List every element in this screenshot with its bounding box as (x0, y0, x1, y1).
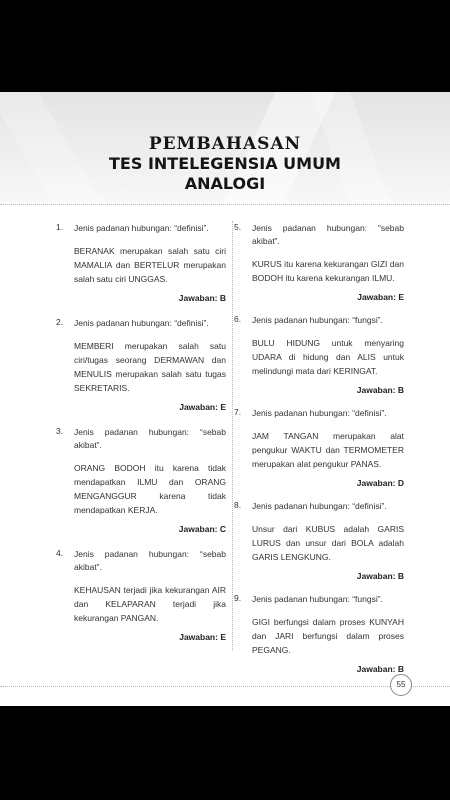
list-item (234, 593, 404, 674)
item-answer: Jawaban: B (356, 385, 404, 395)
item-answer: Jawaban: C (178, 524, 226, 534)
item-number: 1. (56, 222, 64, 232)
item-explanation: KURUS itu karena kekurangan GIZI dan BODOH itu karena kekurangan ILMU. (252, 259, 404, 283)
list-item (234, 222, 404, 302)
list-item (234, 314, 404, 395)
list-item (234, 500, 404, 581)
item-answer: Jawaban: B (356, 571, 404, 581)
item-answer: Jawaban: E (179, 632, 226, 642)
item-explanation: KEHAUSAN terjadi jika kekurangan AIR dan KELAPARAN terjadi jika kekurangan PANGAN. (74, 585, 226, 623)
list-item (56, 426, 226, 534)
item-explanation: BULU HIDUNG untuk menyaring UDARA di hidung dan ALIS untuk melindungi mata dari KERINGAT. (252, 338, 404, 376)
list-item (234, 407, 404, 488)
page-title (0, 134, 450, 194)
item-question: Jenis padanan hubungan: “definisi”. (74, 223, 209, 233)
list-item (56, 317, 226, 412)
item-answer: Jawaban: E (357, 292, 404, 302)
top-divider (0, 204, 450, 205)
item-explanation: MEMBERI merupakan salah satu ciri/tugas seorang DERMAWAN dan MENULIS merupakan salah satu tugas SEKRETARIS. (74, 341, 226, 393)
item-number: 9. (234, 593, 242, 603)
document-page (0, 92, 450, 706)
title-line-2: TES INTELEGENSIA UMUM (109, 154, 341, 173)
page-number: 55 (390, 674, 412, 696)
item-question: Jenis padanan hubungan: “fungsi”. (252, 315, 383, 325)
right-column (234, 222, 404, 674)
item-answer: Jawaban: D (356, 478, 404, 488)
item-question: Jenis padanan hubungan: “definisi”. (252, 408, 387, 418)
item-explanation: ORANG BODOH itu karena tidak mendapatkan ILMU dan ORANG MENGANGGUR karena tidak mendapatkan KERJA. (74, 463, 226, 515)
item-explanation: GIGI berfungsi dalam proses KUNYAH dan JARI berfungsi dalam proses PEGANG. (252, 617, 404, 655)
item-question: Jenis padanan hubungan: “sebab akibat”. (74, 549, 226, 572)
item-number: 7. (234, 407, 242, 417)
item-question: Jenis padanan hubungan: “fungsi”. (252, 594, 383, 604)
item-answer: Jawaban: B (356, 664, 404, 674)
list-item (56, 222, 226, 303)
column-divider (232, 221, 233, 651)
item-explanation: JAM TANGAN merupakan alat pengukur WAKTU dan TERMOMETER merupakan alat pengukur PANAS. (252, 431, 404, 469)
item-answer: Jawaban: B (178, 293, 226, 303)
item-question: Jenis padanan hubungan: “definisi”. (74, 318, 209, 328)
bottom-divider (0, 686, 450, 687)
title-line-3: ANALOGI (184, 174, 266, 193)
item-explanation: Unsur dari KUBUS adalah GARIS LURUS dan unsur dari BOLA adalah GARIS LENGKUNG. (252, 524, 404, 562)
item-number: 6. (234, 314, 242, 324)
item-answer: Jawaban: E (179, 402, 226, 412)
list-item (56, 548, 226, 642)
item-number: 8. (234, 500, 242, 510)
item-question: Jenis padanan hubungan: “sebab akibat”. (74, 427, 226, 450)
left-column (56, 222, 226, 642)
item-explanation: BERANAK merupakan salah satu ciri MAMALIA dan BERTELUR merupakan salah satu ciri UNGGAS. (74, 246, 226, 284)
item-number: 3. (56, 426, 64, 436)
title-line-1: PEMBAHASAN (148, 134, 302, 154)
item-question: Jenis padanan hubungan: “sebab akibat”. (252, 223, 404, 246)
item-number: 2. (56, 317, 64, 327)
item-number: 4. (56, 548, 64, 558)
item-number: 5. (234, 222, 242, 232)
item-question: Jenis padanan hubungan: “definisi”. (252, 501, 387, 511)
